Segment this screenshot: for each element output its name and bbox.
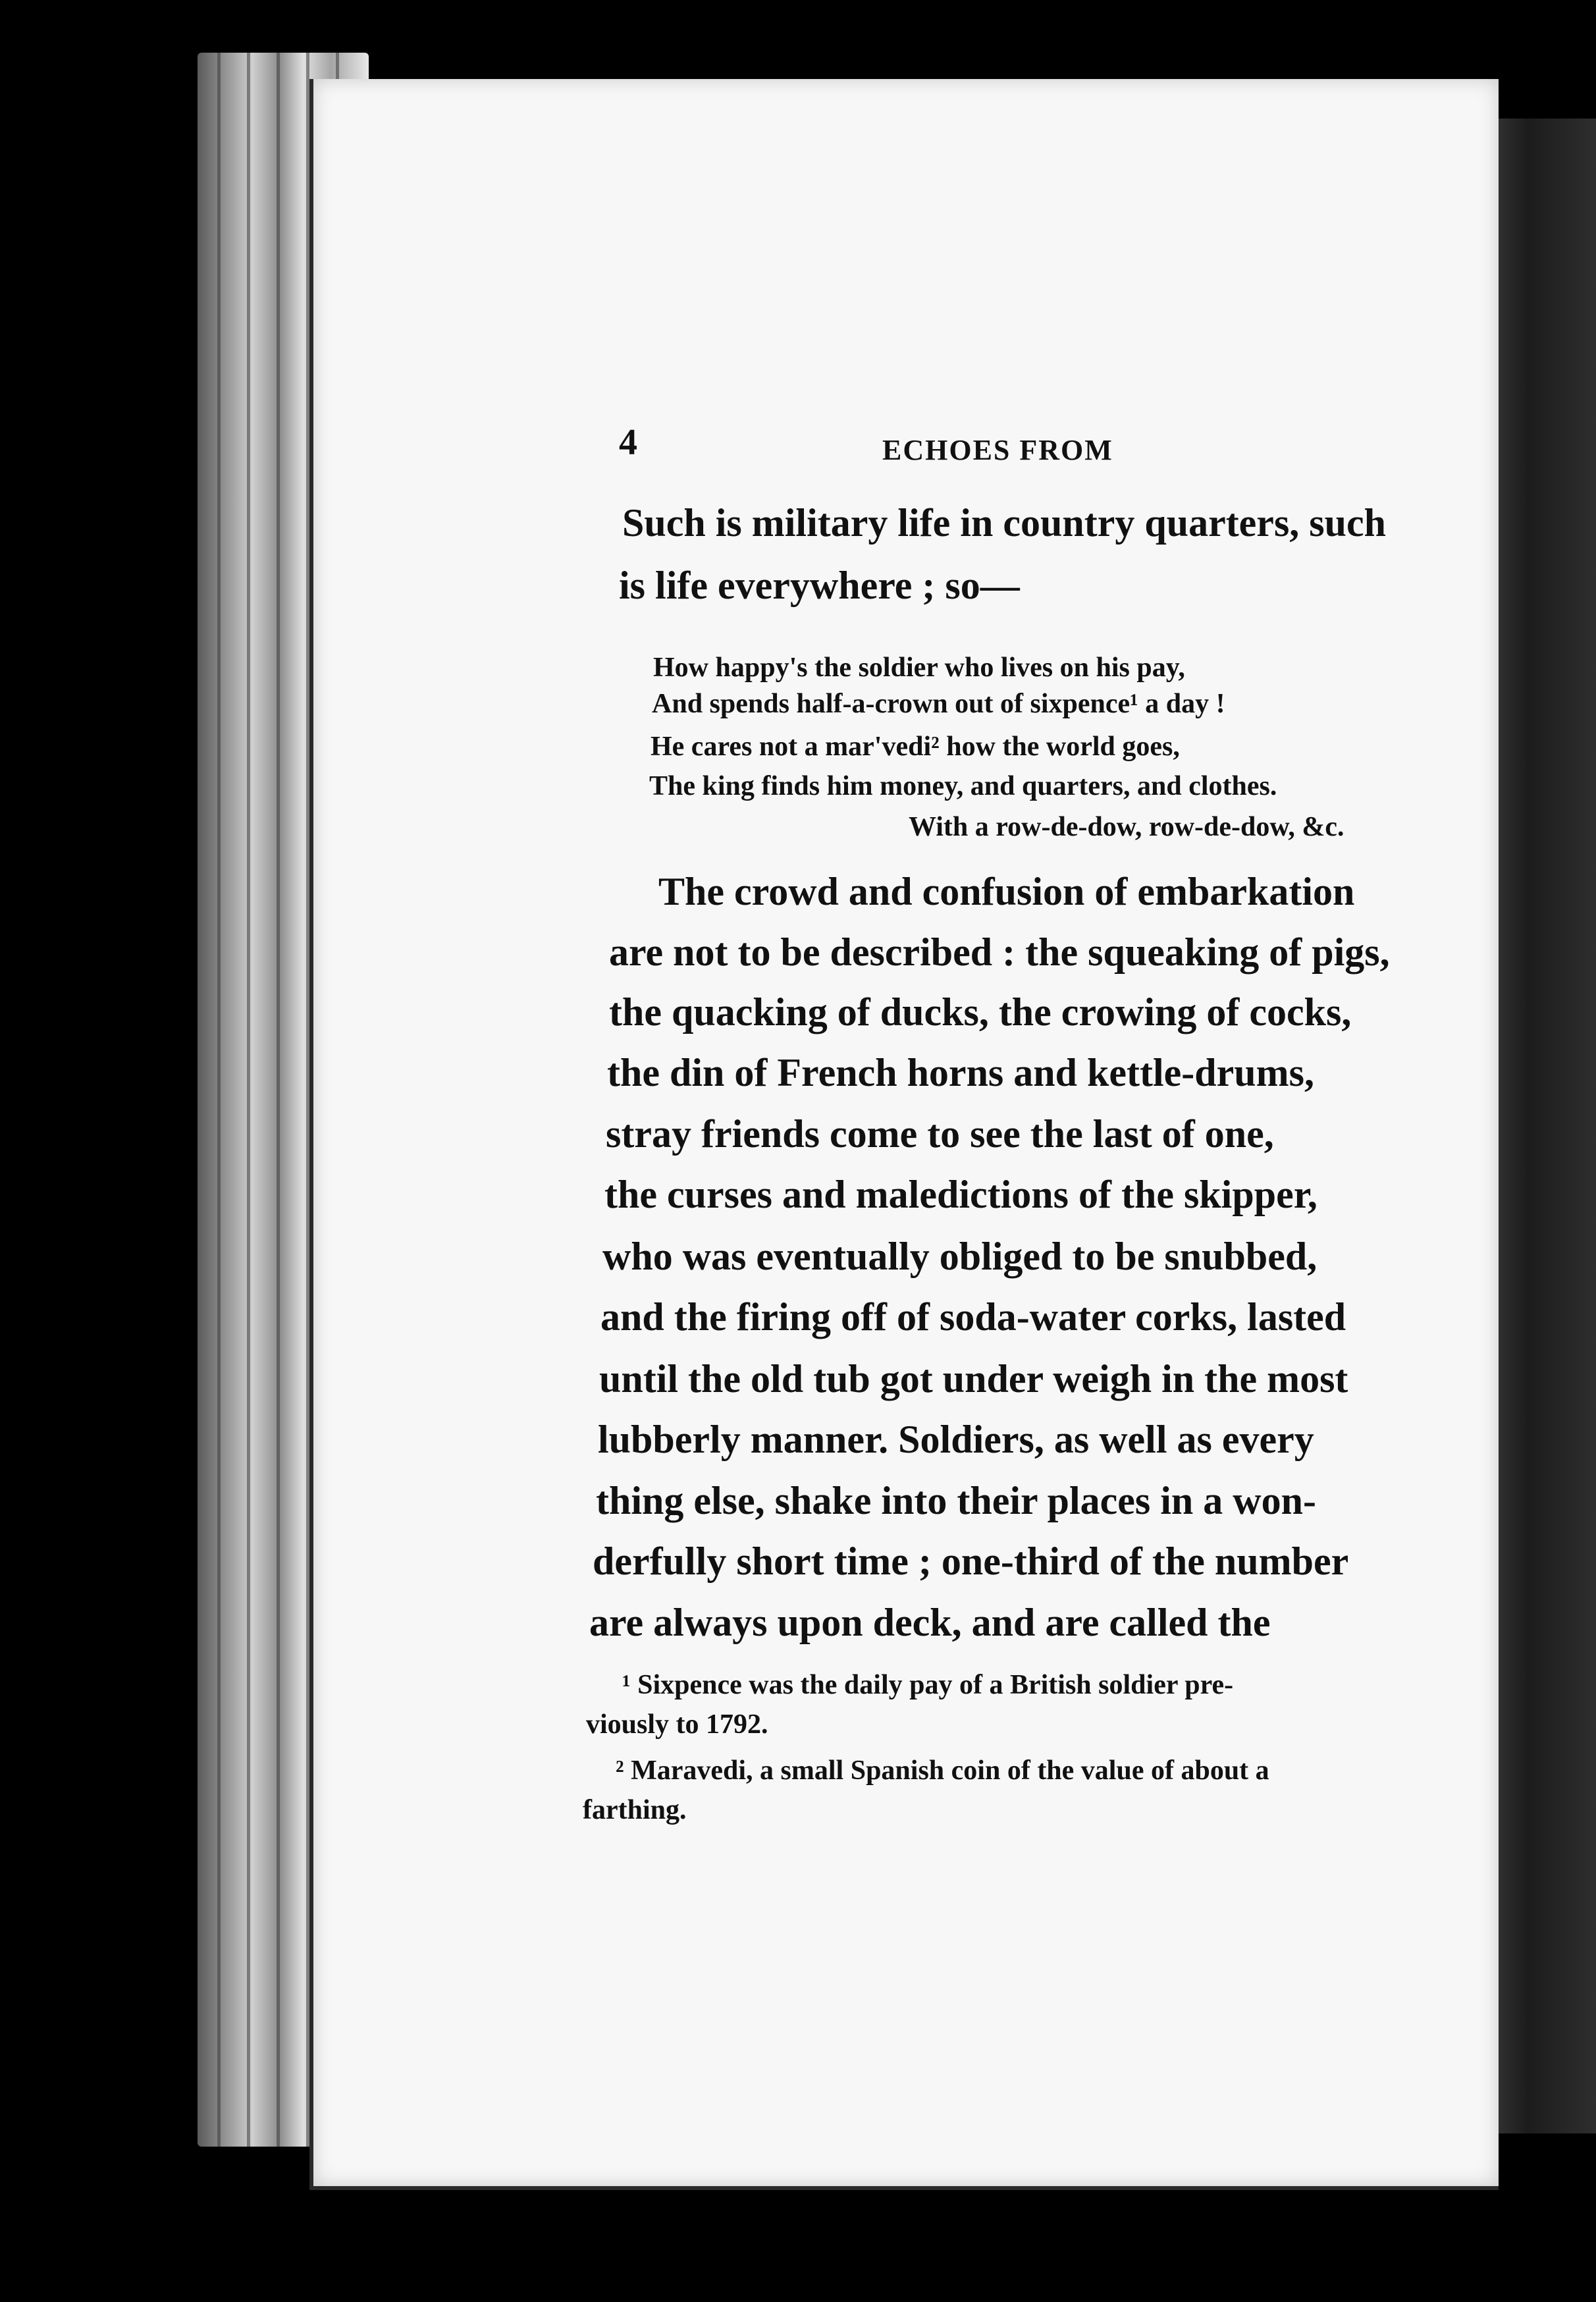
page-edge-line xyxy=(247,53,250,2147)
book-spine-shadow xyxy=(1481,119,1596,2133)
body-line: the curses and maledictions of the skipper, xyxy=(604,1173,1317,1216)
body-line: thing else, shake into their places in a won- xyxy=(596,1479,1316,1522)
intro-line: is life everywhere ; so— xyxy=(619,564,1020,607)
body-line: lubberly manner. Soldiers, as well as every xyxy=(598,1418,1314,1461)
verse-line: The king finds him money, and quarters, and clothes. xyxy=(649,771,1277,801)
body-line: are always upon deck, and are called the xyxy=(589,1601,1271,1644)
page-number: 4 xyxy=(619,422,637,463)
body-line: until the old tub got under weigh in the most xyxy=(599,1357,1348,1401)
running-title: ECHOES FROM xyxy=(882,434,1113,466)
body-line: stray friends come to see the last of one, xyxy=(606,1112,1274,1156)
body-line: derfully short time ; one-third of the number xyxy=(593,1539,1349,1583)
footnote-line: viously to 1792. xyxy=(586,1709,768,1740)
footnote-line: ² Maravedi, a small Spanish coin of the value of about a xyxy=(616,1755,1269,1786)
footnote-line: ¹ Sixpence was the daily pay of a British soldier pre- xyxy=(622,1670,1234,1700)
intro-line: Such is military life in country quarters, such xyxy=(622,501,1387,545)
body-line: The crowd and confusion of embarkation xyxy=(658,870,1355,913)
verse-refrain: With a row-de-dow, row-de-dow, &c. xyxy=(909,812,1344,842)
footnote-line: farthing. xyxy=(583,1795,687,1825)
body-line: who was eventually obliged to be snubbed, xyxy=(602,1235,1317,1278)
body-line: and the firing off of soda-water corks, lasted xyxy=(600,1295,1346,1339)
verse-line: How happy's the soldier who lives on his pay, xyxy=(653,653,1185,683)
verse-line: And spends half-a-crown out of sixpence¹ a day ! xyxy=(652,689,1225,719)
body-line: the din of French horns and kettle-drums, xyxy=(607,1051,1314,1094)
body-line: the quacking of ducks, the crowing of cocks, xyxy=(609,990,1352,1034)
page-edge-line xyxy=(277,53,280,2147)
page-edge-line xyxy=(217,53,221,2147)
body-line: are not to be described : the squeaking of pigs, xyxy=(609,930,1390,974)
verse-line: He cares not a mar'vedi² how the world goes, xyxy=(651,732,1180,762)
